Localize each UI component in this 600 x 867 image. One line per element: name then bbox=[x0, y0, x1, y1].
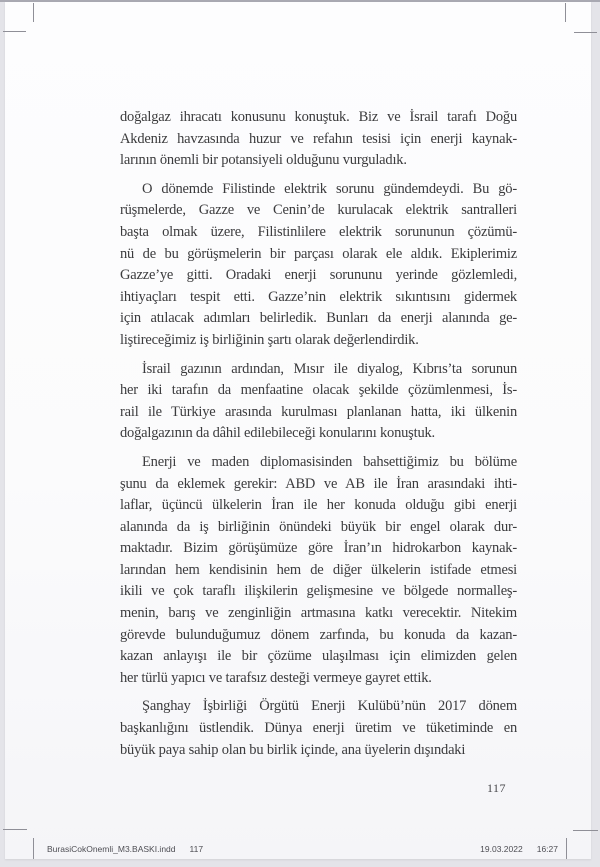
text-line: ihtiyaçları tespit etti. Gazze’nin elektrik sıkıntısını gidermek bbox=[120, 288, 517, 305]
text-line: büyük paya sahip olan bu birlik içinde, ana üyelerin dışındaki bbox=[120, 741, 466, 758]
text-line: her türlü yapıcı ve tarafsız desteği vermeye gayret ettik. bbox=[120, 669, 432, 686]
text-line: kazan anlayışı ile bir çözüme ulaşılması için elimizden gelen bbox=[120, 648, 517, 665]
text-line: O dönemde Filistinde elektrik sorunu gündemdeydi. Bu gö- bbox=[142, 180, 517, 197]
crop-mark-top-left-horizontal bbox=[3, 31, 26, 32]
text-line: liştireceğimiz iş birliğinin şartı olarak değerlendirdik. bbox=[120, 331, 419, 348]
text-line: görevde bulunduğumuz dönem zarfında, bu konuda da kazan- bbox=[120, 626, 517, 643]
body-text bbox=[120, 107, 517, 768]
text-line: Enerji ve maden diplomasisinden bahsettiğimiz bu bölüme bbox=[142, 453, 517, 470]
crop-mark-bottom-left-horizontal bbox=[3, 829, 27, 830]
slug-page-ref: 117 bbox=[189, 844, 204, 854]
text-line: laflar, üçüncü ülkelerin İran ile her konuda olduğu gibi enerji bbox=[120, 497, 517, 514]
text-line: doğalgazının da dâhil edilebileceği konularını konuştuk. bbox=[120, 425, 435, 442]
text-line: alanında da iş birliğinin önündeki büyük bir engel olarak dur- bbox=[120, 518, 517, 535]
text-line: için atılacak adımları belirledik. Bunları da enerji alanında ge- bbox=[120, 310, 517, 327]
text-line: şunu da eklemek gerekir: ABD ve AB ile İran arasındaki ihti- bbox=[120, 475, 517, 492]
text-line: nü de bu görüşmelerin bir parçası olarak ele aldık. Ekiplerimiz bbox=[120, 245, 517, 262]
slug-datetime bbox=[480, 844, 558, 854]
crop-mark-top-left-vertical bbox=[33, 3, 34, 22]
crop-mark-bottom-right-horizontal bbox=[573, 830, 598, 831]
slug-time: 16:27 bbox=[536, 844, 558, 854]
paragraph bbox=[120, 179, 517, 352]
crop-mark-bottom-left-vertical bbox=[33, 838, 34, 859]
slug-filename bbox=[47, 844, 203, 854]
page-number: 117 bbox=[486, 781, 506, 795]
text-line: başta olmak üzere, Filistinlilere elektrik sorununun çözümü- bbox=[120, 223, 517, 240]
text-line: larından hem kendisinin hem de diğer ülkelerin istifade etmesi bbox=[120, 561, 517, 578]
text-line: doğalgaz ihracatı konusunu konuştuk. Biz ve İsrail tarafı Doğu bbox=[120, 109, 517, 125]
paragraph bbox=[120, 359, 517, 445]
text-line: ikili ve çok taraflı ilişkilerin gelişmesine ve bölgede normalleş- bbox=[120, 583, 517, 600]
text-line: başkanlığını üstlendik. Dünya enerji üretim ve tüketiminde en bbox=[120, 720, 517, 737]
paragraph bbox=[120, 452, 517, 690]
text-line: rüşmelerde, Gazze ve Cenin’de kurulacak elektrik santralleri bbox=[120, 202, 517, 219]
slug-date: 19.03.2022 bbox=[480, 844, 523, 854]
crop-mark-top-right-vertical bbox=[565, 3, 566, 22]
text-line: Gazze’ye gitti. Oradaki enerji sorununu yerinde gözlemledi, bbox=[120, 267, 517, 284]
crop-mark-top-right-horizontal bbox=[574, 32, 597, 33]
slug-file: BurasiCokOnemli_M3.BASKI.indd bbox=[47, 844, 176, 854]
text-line: İsrail gazının ardından, Mısır ile diyalog, Kıbrıs’ta sorunun bbox=[142, 360, 517, 377]
book-page bbox=[5, 2, 591, 859]
paragraph bbox=[120, 107, 517, 172]
text-line: Şanghay İşbirliği Örgütü Enerji Kulübü’nün 2017 dönem bbox=[142, 698, 517, 715]
crop-mark-bottom-right-vertical bbox=[566, 838, 567, 859]
text-line: rail ile Türkiye arasında kurulması planlanan hatta, iki ülkenin bbox=[120, 403, 517, 420]
text-line: maktadır. Bizim görüşümüze göre İran’ın hidrokarbon kaynak- bbox=[120, 540, 517, 557]
text-line: her iki tarafın da menfaatine olacak şekilde çözümlenmesi, İs- bbox=[120, 382, 517, 399]
paragraph bbox=[120, 696, 517, 761]
text-line: larının önemli bir potansiyeli olduğunu vurguladık. bbox=[120, 152, 407, 169]
text-line: Akdeniz havzasında huzur ve refahın tesisi için enerji kaynak- bbox=[120, 130, 517, 147]
text-line: menin, barış ve zenginliğin artmasına katkı verecektir. Nitekim bbox=[120, 605, 517, 622]
